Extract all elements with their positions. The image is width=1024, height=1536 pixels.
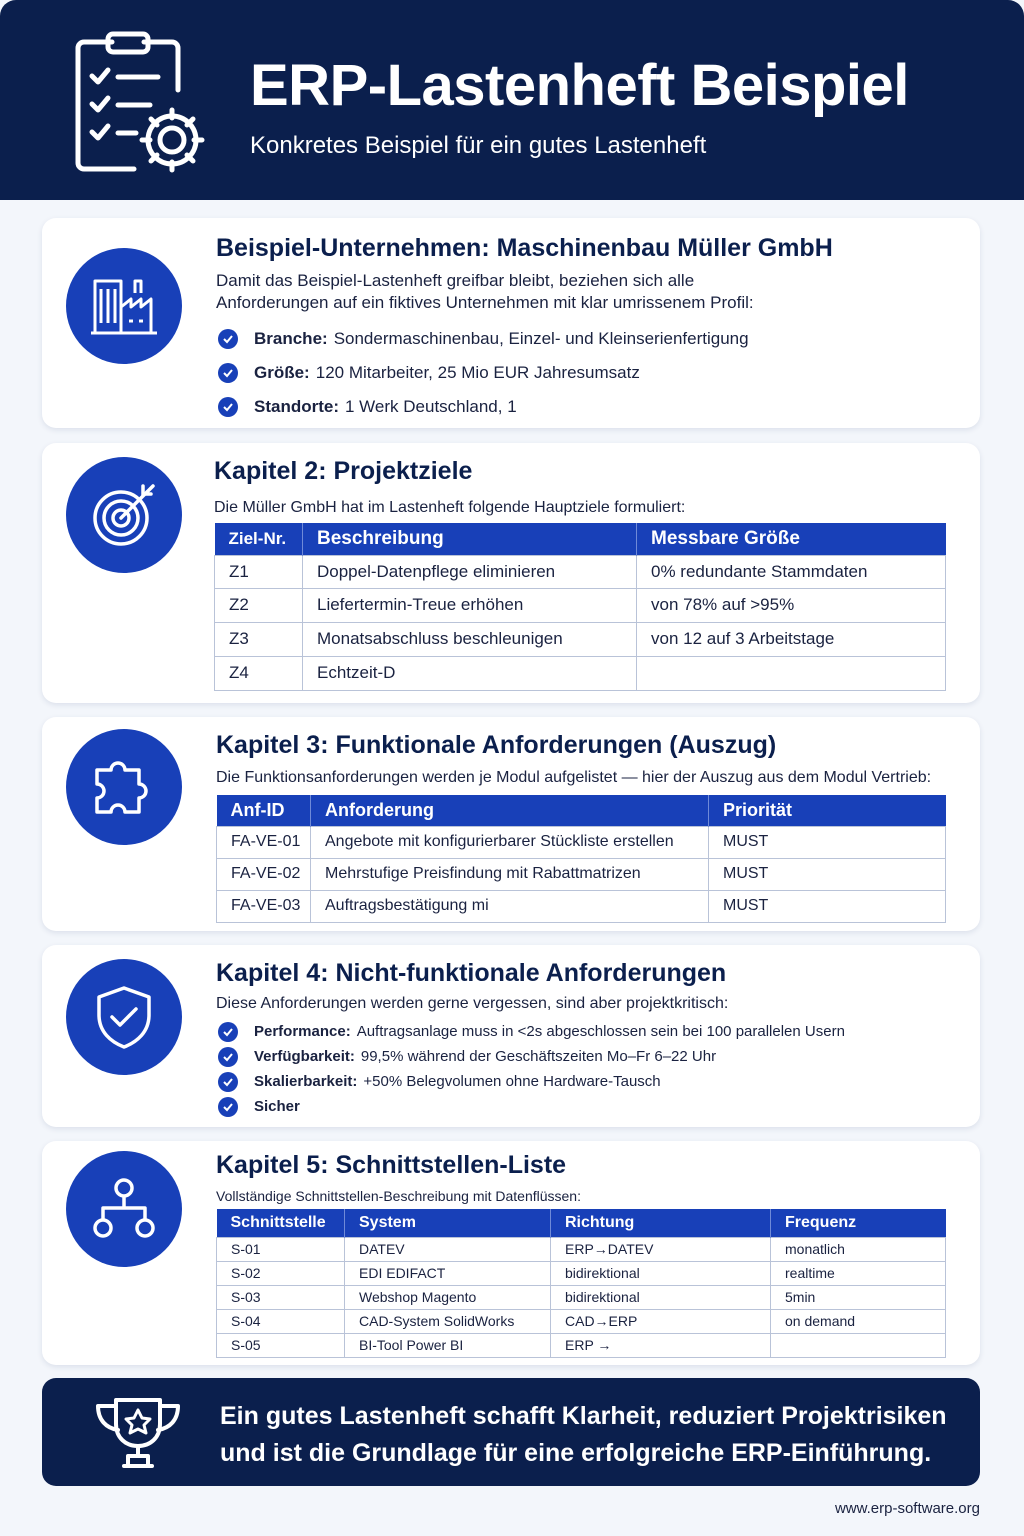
list-item-label: Verfügbarkeit: <box>254 1048 355 1065</box>
table-cell <box>637 656 946 690</box>
table-cell: FA-VE-03 <box>217 890 311 922</box>
table-cell <box>771 1333 946 1357</box>
table-cell: MUST <box>709 858 946 890</box>
goals-title: Kapitel 2: Projektziele <box>214 457 473 485</box>
table-row <box>217 1285 946 1309</box>
list-item-value: 120 Mitarbeiter, 25 Mio EUR Jahresumsatz <box>315 363 640 382</box>
check-icon <box>218 1047 238 1067</box>
table-cell: Z1 <box>215 555 303 588</box>
column-header: Priorität <box>709 795 946 826</box>
list-item <box>218 390 749 424</box>
list-item-label: Branche: <box>254 329 328 348</box>
nonfunctional-title: Kapitel 4: Nicht-funktionale Anforderungen <box>216 959 727 987</box>
table-row <box>217 1237 946 1261</box>
table-cell: Auftragsbestätigung mi <box>311 890 709 922</box>
footer-message <box>220 1398 947 1472</box>
table-cell: Z4 <box>215 656 303 690</box>
table-cell: bidirektional <box>551 1261 771 1285</box>
column-header: Anf-ID <box>217 795 311 826</box>
table-row <box>217 890 946 922</box>
functional-card <box>42 717 980 931</box>
goals-icon-circle <box>66 457 182 573</box>
table-cell: MUST <box>709 826 946 858</box>
interfaces-icon-circle <box>66 1151 182 1267</box>
table-cell: S-02 <box>217 1261 345 1285</box>
company-card <box>42 218 980 428</box>
interfaces-title: Kapitel 5: Schnittstellen-Liste <box>216 1151 567 1179</box>
trophy-star-icon <box>92 1394 184 1472</box>
column-header: Richtung <box>551 1209 771 1237</box>
table-row <box>217 858 946 890</box>
table-row <box>215 656 946 690</box>
column-header: System <box>345 1209 551 1237</box>
list-item <box>218 322 749 356</box>
table-header-row <box>215 523 946 555</box>
column-header: Frequenz <box>771 1209 946 1237</box>
target-icon <box>89 480 159 550</box>
table-cell: EDI EDIFACT <box>345 1261 551 1285</box>
column-header: Beschreibung <box>303 523 637 555</box>
table-cell: S-01 <box>217 1237 345 1261</box>
table-row <box>215 622 946 656</box>
table-cell: Echtzeit-D <box>303 656 637 690</box>
check-icon <box>218 363 238 383</box>
table-cell: ERP→DATEV <box>551 1237 771 1261</box>
company-intro-line-1: Damit das Beispiel-Lastenheft greifbar bleibt, beziehen sich alle <box>216 271 695 290</box>
table-cell: CAD-System SolidWorks <box>345 1309 551 1333</box>
company-intro-line-2: Anforderungen auf ein fiktives Unternehmen mit klar umrissenem Profil: <box>216 293 754 312</box>
table-cell: Z3 <box>215 622 303 656</box>
list-item-label: Sicher <box>254 1098 300 1115</box>
table-cell: von 78% auf >95% <box>637 588 946 622</box>
interfaces-card <box>42 1141 980 1365</box>
column-header: Messbare Größe <box>637 523 946 555</box>
list-item-value: +50% Belegvolumen ohne Hardware-Tausch <box>363 1073 661 1090</box>
list-item-value: Auftragsanlage muss in <2s abgeschlossen sein bei 100 parallelen Usern <box>356 1023 845 1040</box>
factory-building-icon <box>89 271 159 341</box>
page-subtitle: Konkretes Beispiel für ein gutes Lastenheft <box>250 132 707 159</box>
table-row <box>215 588 946 622</box>
table-cell: 5min <box>771 1285 946 1309</box>
nonfunctional-intro: Diese Anforderungen werden gerne vergessen, sind aber projektkritisch: <box>216 995 729 1012</box>
check-icon <box>218 329 238 349</box>
table-row <box>215 555 946 588</box>
list-item-value: 99,5% während der Geschäftszeiten Mo–Fr 6–22 Uhr <box>360 1048 717 1065</box>
company-profile-list <box>218 322 749 424</box>
table-cell: ERP → <box>551 1333 771 1357</box>
nonfunctional-card <box>42 945 980 1127</box>
column-header: Schnittstelle <box>217 1209 345 1237</box>
page-title: ERP-Lastenheft Beispiel <box>250 53 909 118</box>
check-icon <box>218 397 238 417</box>
check-icon <box>218 1097 238 1117</box>
table-cell: Angebote mit konfigurierbarer Stückliste erstellen <box>311 826 709 858</box>
table-cell: Liefertermin-Treue erhöhen <box>303 588 637 622</box>
table-cell: MUST <box>709 890 946 922</box>
company-icon-circle <box>66 248 182 364</box>
interfaces-intro: Vollständige Schnittstellen-Beschreibung mit Datenflüssen: <box>216 1188 581 1204</box>
footer-banner <box>42 1378 980 1486</box>
table-cell: Doppel-Datenpflege eliminieren <box>303 555 637 588</box>
interfaces-table <box>216 1209 946 1358</box>
company-intro <box>216 270 754 314</box>
list-item <box>218 1019 845 1044</box>
table-cell: CAD→ERP <box>551 1309 771 1333</box>
footer-line-2: und ist die Grundlage für eine erfolgreiche ERP-Einführung. <box>220 1439 932 1467</box>
list-item <box>218 1069 845 1094</box>
column-header: Anforderung <box>311 795 709 826</box>
list-item-label: Standorte: <box>254 397 339 416</box>
table-cell: FA-VE-01 <box>217 826 311 858</box>
list-item <box>218 1094 845 1119</box>
list-item-value: Sondermaschinenbau, Einzel- und Kleinserienfertigung <box>333 329 749 348</box>
clipboard-gear-icon <box>72 30 212 175</box>
nonfunctional-icon-circle <box>66 959 182 1075</box>
table-cell: DATEV <box>345 1237 551 1261</box>
goals-table <box>214 523 946 691</box>
nonfunctional-list <box>218 1019 845 1119</box>
table-cell: on demand <box>771 1309 946 1333</box>
list-item-label: Performance: <box>254 1023 351 1040</box>
table-cell: S-03 <box>217 1285 345 1309</box>
table-cell: realtime <box>771 1261 946 1285</box>
table-cell: S-05 <box>217 1333 345 1357</box>
website-link[interactable]: www.erp-software.org <box>834 1500 980 1517</box>
shield-check-icon <box>89 982 159 1052</box>
list-item-label: Größe: <box>254 363 310 382</box>
table-cell: BI-Tool Power BI <box>345 1333 551 1357</box>
table-cell: S-04 <box>217 1309 345 1333</box>
network-icon <box>89 1174 159 1244</box>
company-title: Beispiel-Unternehmen: Maschinenbau Müller GmbH <box>216 234 833 262</box>
list-item-value: 1 Werk Deutschland, 1 <box>345 397 517 416</box>
list-item-label: Skalierbarkeit: <box>254 1073 358 1090</box>
footer-line-1: Ein gutes Lastenheft schafft Klarheit, reduziert Projektrisiken <box>220 1402 947 1430</box>
table-cell: 0% redundante Stammdaten <box>637 555 946 588</box>
check-icon <box>218 1022 238 1042</box>
functional-intro: Die Funktionsanforderungen werden je Modul aufgelistet — hier der Auszug aus dem Modul Vertrieb: <box>216 769 932 786</box>
table-cell: Mehrstufige Preisfindung mit Rabattmatrizen <box>311 858 709 890</box>
list-item <box>218 1044 845 1069</box>
puzzle-icon <box>89 752 159 822</box>
functional-title: Kapitel 3: Funktionale Anforderungen (Auszug) <box>216 731 777 759</box>
header-banner <box>0 0 1024 200</box>
table-cell: Webshop Magento <box>345 1285 551 1309</box>
table-row <box>217 1333 946 1357</box>
table-cell: Z2 <box>215 588 303 622</box>
table-header-row <box>217 1209 946 1237</box>
table-row <box>217 826 946 858</box>
table-cell: monatlich <box>771 1237 946 1261</box>
goals-intro: Die Müller GmbH hat im Lastenheft folgende Hauptziele formuliert: <box>214 499 686 516</box>
column-header: Ziel-Nr. <box>215 523 303 555</box>
goals-card <box>42 443 980 703</box>
table-cell: bidirektional <box>551 1285 771 1309</box>
functional-icon-circle <box>66 729 182 845</box>
table-row <box>217 1261 946 1285</box>
table-header-row <box>217 795 946 826</box>
table-cell: FA-VE-02 <box>217 858 311 890</box>
table-cell: Monatsabschluss beschleunigen <box>303 622 637 656</box>
table-cell: von 12 auf 3 Arbeitstage <box>637 622 946 656</box>
check-icon <box>218 1072 238 1092</box>
list-item <box>218 356 749 390</box>
functional-table <box>216 795 946 923</box>
table-row <box>217 1309 946 1333</box>
